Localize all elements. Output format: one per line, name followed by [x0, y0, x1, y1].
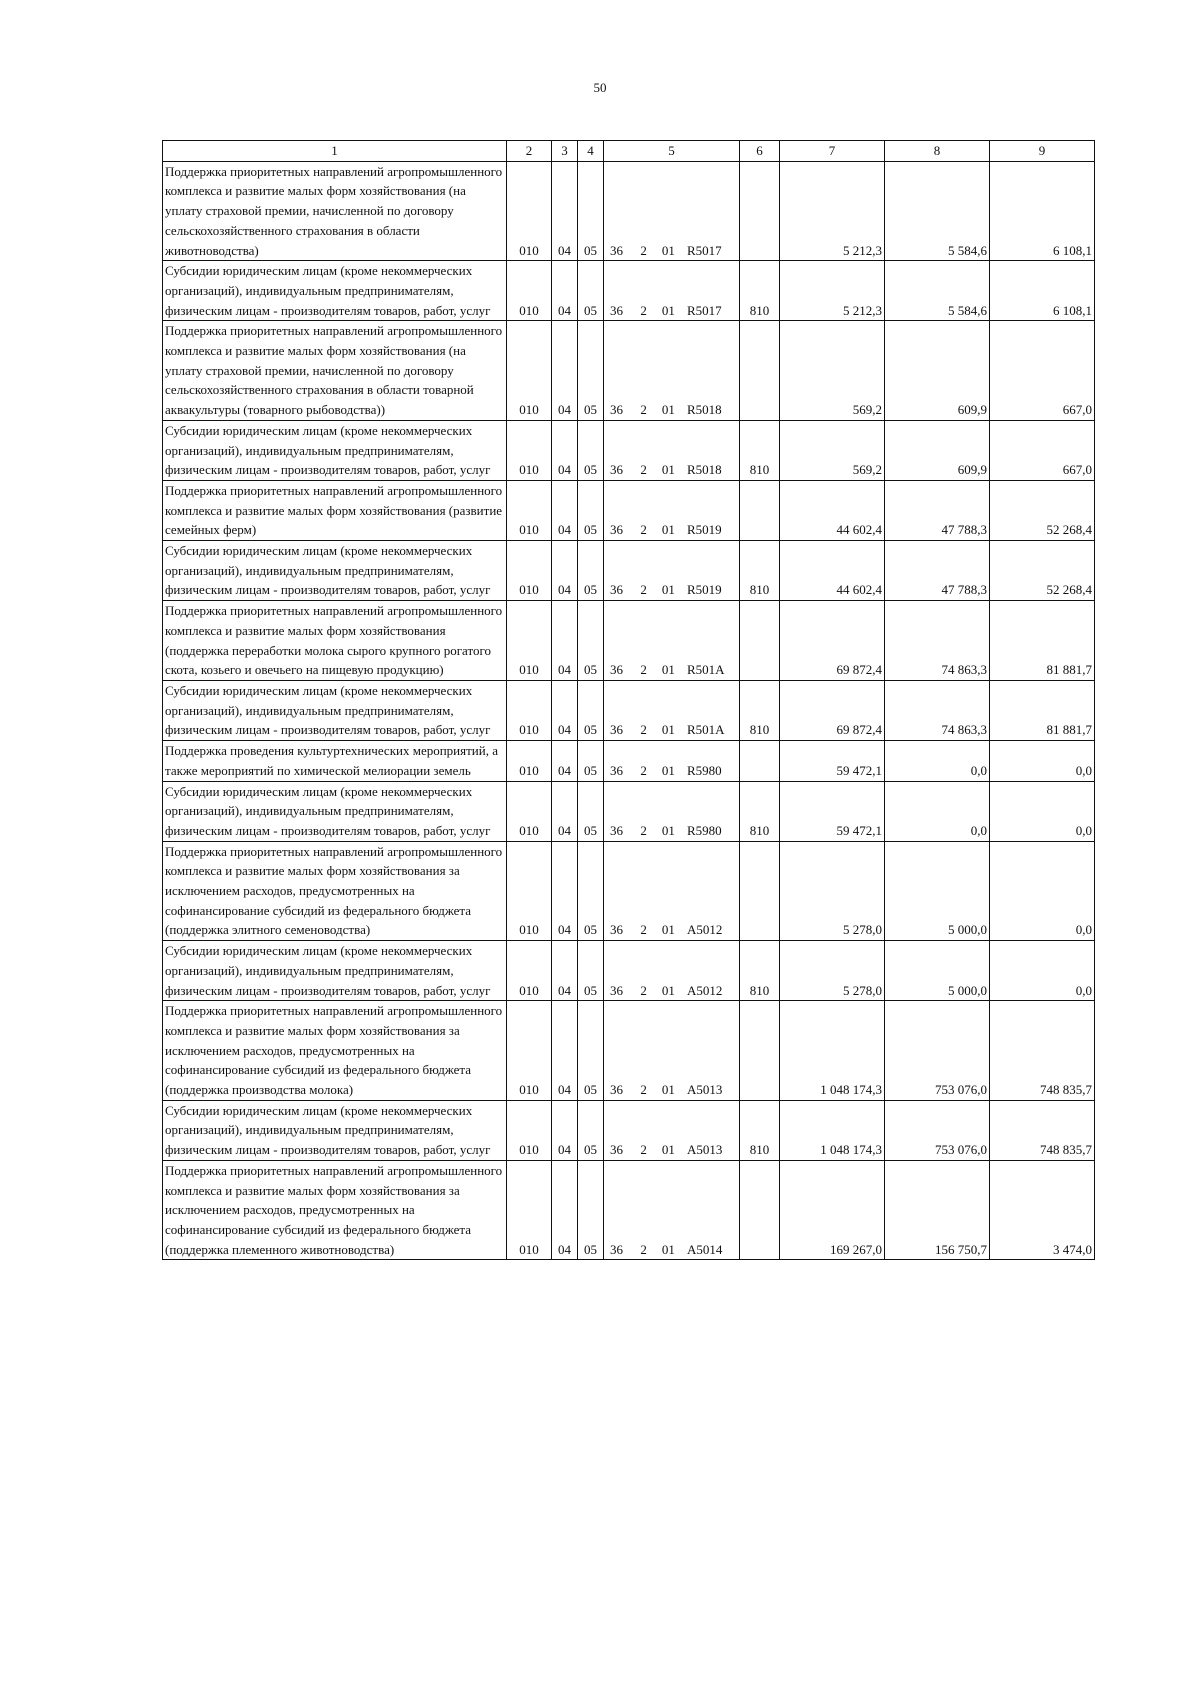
amount-col-9: 6 108,1: [990, 161, 1095, 261]
subprogram-code: 2: [640, 762, 647, 778]
table-row: [163, 781, 1095, 841]
ministry-code: 010: [507, 480, 552, 540]
subprogram-code: 2: [640, 242, 647, 258]
amount-col-9: 0,0: [990, 841, 1095, 941]
event-code: 01: [661, 1241, 675, 1257]
subprogram-code: 2: [640, 1142, 647, 1158]
expense-code: A5012: [686, 982, 723, 998]
event-code: 01: [661, 582, 675, 598]
amount-col-7: 69 872,4: [780, 680, 885, 740]
subsection-code: 05: [578, 541, 604, 601]
amount-col-9: 81 881,7: [990, 601, 1095, 681]
target-article-parts: [606, 301, 737, 321]
amount-col-7: 5 212,3: [780, 161, 885, 261]
expense-type-code: [740, 1160, 780, 1260]
subprogram-code: 2: [640, 1241, 647, 1257]
budget-table: [162, 140, 1095, 1260]
program-code: 36: [610, 242, 623, 258]
amount-col-9: 3 474,0: [990, 1160, 1095, 1260]
subprogram-code: 2: [640, 822, 647, 838]
expense-type-code: 810: [740, 420, 780, 480]
subprogram-code: 2: [640, 582, 647, 598]
amount-col-8: 5 584,6: [885, 161, 990, 261]
table-row: [163, 841, 1095, 941]
section-code: 04: [552, 321, 578, 421]
event-code: 01: [661, 1142, 675, 1158]
subsection-code: 05: [578, 941, 604, 1001]
expense-type-code: 810: [740, 261, 780, 321]
subsection-code: 05: [578, 1160, 604, 1260]
table-row: [163, 261, 1095, 321]
expense-type-code: 810: [740, 941, 780, 1001]
subprogram-code: 2: [640, 1082, 647, 1098]
ministry-code: 010: [507, 321, 552, 421]
expense-code: A5013: [686, 1082, 723, 1098]
subsection-code: 05: [578, 601, 604, 681]
row-description: Субсидии юридическим лицам (кроме некоммерческих организаций), индивидуальным предпринимателям, физическим лицам - производителям товаров, работ, услуг: [163, 541, 507, 601]
target-article-code: [604, 541, 740, 601]
target-article-code: [604, 841, 740, 941]
section-code: 04: [552, 841, 578, 941]
header-row: [163, 141, 1095, 162]
program-code: 36: [610, 722, 623, 738]
amount-col-8: 5 584,6: [885, 261, 990, 321]
subprogram-code: 2: [640, 982, 647, 998]
amount-col-7: 1 048 174,3: [780, 1100, 885, 1160]
col-header-4: 4: [578, 141, 604, 162]
ministry-code: 010: [507, 680, 552, 740]
subsection-code: 05: [578, 321, 604, 421]
subprogram-code: 2: [640, 522, 647, 538]
expense-type-code: 810: [740, 781, 780, 841]
amount-col-7: 59 472,1: [780, 741, 885, 781]
target-article-parts: [606, 580, 737, 600]
col-header-3: 3: [552, 141, 578, 162]
section-code: 04: [552, 261, 578, 321]
page-number: 50: [593, 80, 607, 95]
event-code: 01: [661, 982, 675, 998]
ministry-code: 010: [507, 1001, 552, 1101]
subsection-code: 05: [578, 741, 604, 781]
amount-col-9: 0,0: [990, 781, 1095, 841]
amount-col-7: 44 602,4: [780, 541, 885, 601]
event-code: 01: [661, 522, 675, 538]
target-article-parts: [606, 1240, 737, 1260]
amount-col-8: 156 750,7: [885, 1160, 990, 1260]
ministry-code: 010: [507, 161, 552, 261]
target-article-code: [604, 321, 740, 421]
amount-col-8: 0,0: [885, 741, 990, 781]
row-description: Субсидии юридическим лицам (кроме некоммерческих организаций), индивидуальным предпринимателям, физическим лицам - производителям товаров, работ, услуг: [163, 680, 507, 740]
amount-col-9: 748 835,7: [990, 1001, 1095, 1101]
target-article-parts: [606, 981, 737, 1001]
amount-col-9: 0,0: [990, 741, 1095, 781]
row-description: Поддержка приоритетных направлений агропромышленного комплекса и развитие малых форм хозяйствования за исключением расходов, предусмотренных на софинансирование субсидий из федерального бюджета (поддержка племенного животноводства): [163, 1160, 507, 1260]
row-description: Поддержка приоритетных направлений агропромышленного комплекса и развитие малых форм хозяйствования (развитие семейных ферм): [163, 480, 507, 540]
program-code: 36: [610, 302, 623, 318]
event-code: 01: [661, 922, 675, 938]
ministry-code: 010: [507, 601, 552, 681]
ministry-code: 010: [507, 261, 552, 321]
ministry-code: 010: [507, 941, 552, 1001]
expense-type-code: 810: [740, 541, 780, 601]
subsection-code: 05: [578, 1100, 604, 1160]
target-article-code: [604, 420, 740, 480]
table-row: [163, 420, 1095, 480]
table-row: [163, 1100, 1095, 1160]
col-header-7: 7: [780, 141, 885, 162]
expense-code: R5018: [686, 402, 722, 418]
section-code: 04: [552, 941, 578, 1001]
subprogram-code: 2: [640, 722, 647, 738]
program-code: 36: [610, 1241, 623, 1257]
program-code: 36: [610, 1082, 623, 1098]
event-code: 01: [661, 822, 675, 838]
target-article-parts: [606, 1140, 737, 1160]
subsection-code: 05: [578, 261, 604, 321]
table-row: [163, 741, 1095, 781]
amount-col-7: 5 278,0: [780, 841, 885, 941]
section-code: 04: [552, 680, 578, 740]
subprogram-code: 2: [640, 922, 647, 938]
expense-type-code: [740, 601, 780, 681]
event-code: 01: [661, 722, 675, 738]
expense-code: R501A: [686, 722, 725, 738]
amount-col-8: 47 788,3: [885, 541, 990, 601]
expense-code: R5980: [686, 762, 722, 778]
amount-col-7: 44 602,4: [780, 480, 885, 540]
amount-col-9: 667,0: [990, 321, 1095, 421]
ministry-code: 010: [507, 1160, 552, 1260]
amount-col-9: 667,0: [990, 420, 1095, 480]
program-code: 36: [610, 662, 623, 678]
target-article-parts: [606, 761, 737, 781]
row-description: Поддержка приоритетных направлений агропромышленного комплекса и развитие малых форм хозяйствования (на уплату страховой премии, начисленной по договору сельскохозяйственного страхования в области животноводства): [163, 161, 507, 261]
program-code: 36: [610, 522, 623, 538]
expense-type-code: [740, 741, 780, 781]
target-article-code: [604, 680, 740, 740]
target-article-parts: [606, 1080, 737, 1100]
amount-col-9: 6 108,1: [990, 261, 1095, 321]
target-article-parts: [606, 660, 737, 680]
target-article-parts: [606, 460, 737, 480]
target-article-code: [604, 1160, 740, 1260]
amount-col-9: 52 268,4: [990, 480, 1095, 540]
col-header-1: 1: [163, 141, 507, 162]
ministry-code: 010: [507, 1100, 552, 1160]
row-description: Поддержка приоритетных направлений агропромышленного комплекса и развитие малых форм хозяйствования (поддержка переработки молока сырого крупного рогатого скота, козьего и овечьего на пищевую продукцию): [163, 601, 507, 681]
col-header-2: 2: [507, 141, 552, 162]
subsection-code: 05: [578, 781, 604, 841]
amount-col-8: 609,9: [885, 420, 990, 480]
expense-type-code: [740, 321, 780, 421]
col-header-8: 8: [885, 141, 990, 162]
section-code: 04: [552, 1160, 578, 1260]
target-article-code: [604, 781, 740, 841]
subprogram-code: 2: [640, 662, 647, 678]
row-description: Субсидии юридическим лицам (кроме некоммерческих организаций), индивидуальным предпринимателям, физическим лицам - производителям товаров, работ, услуг: [163, 1100, 507, 1160]
table-row: [163, 321, 1095, 421]
expense-type-code: [740, 841, 780, 941]
subsection-code: 05: [578, 841, 604, 941]
table-row: [163, 1160, 1095, 1260]
target-article-code: [604, 601, 740, 681]
expense-code: R501A: [686, 662, 725, 678]
amount-col-8: 5 000,0: [885, 941, 990, 1001]
section-code: 04: [552, 420, 578, 480]
amount-col-7: 59 472,1: [780, 781, 885, 841]
ministry-code: 010: [507, 781, 552, 841]
section-code: 04: [552, 161, 578, 261]
amount-col-8: 753 076,0: [885, 1100, 990, 1160]
expense-type-code: [740, 161, 780, 261]
event-code: 01: [661, 462, 675, 478]
section-code: 04: [552, 741, 578, 781]
expense-type-code: 810: [740, 680, 780, 740]
table-row: [163, 480, 1095, 540]
amount-col-8: 74 863,3: [885, 601, 990, 681]
table-row: [163, 541, 1095, 601]
table-row: [163, 680, 1095, 740]
table-row: [163, 941, 1095, 1001]
amount-col-9: 52 268,4: [990, 541, 1095, 601]
program-code: 36: [610, 762, 623, 778]
subprogram-code: 2: [640, 302, 647, 318]
target-article-code: [604, 480, 740, 540]
expense-code: A5012: [686, 922, 723, 938]
section-code: 04: [552, 541, 578, 601]
amount-col-7: 5 212,3: [780, 261, 885, 321]
expense-code: R5019: [686, 522, 722, 538]
amount-col-7: 1 048 174,3: [780, 1001, 885, 1101]
target-article-code: [604, 1100, 740, 1160]
col-header-6: 6: [740, 141, 780, 162]
target-article-code: [604, 1001, 740, 1101]
subsection-code: 05: [578, 480, 604, 540]
table-row: [163, 601, 1095, 681]
subsection-code: 05: [578, 161, 604, 261]
subsection-code: 05: [578, 420, 604, 480]
expense-type-code: [740, 1001, 780, 1101]
expense-code: R5017: [686, 242, 722, 258]
target-article-parts: [606, 821, 737, 841]
amount-col-7: 5 278,0: [780, 941, 885, 1001]
expense-type-code: [740, 480, 780, 540]
amount-col-8: 5 000,0: [885, 841, 990, 941]
target-article-code: [604, 941, 740, 1001]
program-code: 36: [610, 1142, 623, 1158]
amount-col-8: 74 863,3: [885, 680, 990, 740]
target-article-parts: [606, 241, 737, 261]
event-code: 01: [661, 662, 675, 678]
amount-col-7: 569,2: [780, 321, 885, 421]
subsection-code: 05: [578, 1001, 604, 1101]
table-row: [163, 161, 1095, 261]
target-article-parts: [606, 520, 737, 540]
target-article-code: [604, 741, 740, 781]
section-code: 04: [552, 1100, 578, 1160]
ministry-code: 010: [507, 841, 552, 941]
target-article-parts: [606, 400, 737, 420]
amount-col-7: 69 872,4: [780, 601, 885, 681]
event-code: 01: [661, 402, 675, 418]
amount-col-9: 81 881,7: [990, 680, 1095, 740]
col-header-5: 5: [604, 141, 740, 162]
row-description: Субсидии юридическим лицам (кроме некоммерческих организаций), индивидуальным предпринимателям, физическим лицам - производителям товаров, работ, услуг: [163, 261, 507, 321]
program-code: 36: [610, 822, 623, 838]
row-description: Поддержка приоритетных направлений агропромышленного комплекса и развитие малых форм хозяйствования за исключением расходов, предусмотренных на софинансирование субсидий из федерального бюджета (поддержка производства молока): [163, 1001, 507, 1101]
section-code: 04: [552, 1001, 578, 1101]
expense-code: R5980: [686, 822, 722, 838]
target-article-parts: [606, 720, 737, 740]
expense-code: R5018: [686, 462, 722, 478]
amount-col-9: 748 835,7: [990, 1100, 1095, 1160]
subsection-code: 05: [578, 680, 604, 740]
amount-col-7: 569,2: [780, 420, 885, 480]
row-description: Поддержка приоритетных направлений агропромышленного комплекса и развитие малых форм хозяйствования за исключением расходов, предусмотренных на софинансирование субсидий из федерального бюджета (поддержка элитного семеноводства): [163, 841, 507, 941]
amount-col-8: 0,0: [885, 781, 990, 841]
section-code: 04: [552, 480, 578, 540]
section-code: 04: [552, 601, 578, 681]
expense-code: A5013: [686, 1142, 723, 1158]
program-code: 36: [610, 982, 623, 998]
table-row: [163, 1001, 1095, 1101]
event-code: 01: [661, 762, 675, 778]
program-code: 36: [610, 462, 623, 478]
amount-col-7: 169 267,0: [780, 1160, 885, 1260]
row-description: Поддержка приоритетных направлений агропромышленного комплекса и развитие малых форм хозяйствования (на уплату страховой премии, начисленной по договору сельскохозяйственного страхования в области товарной аквакультуры (товарного рыбоводства)): [163, 321, 507, 421]
ministry-code: 010: [507, 741, 552, 781]
expense-type-code: 810: [740, 1100, 780, 1160]
expense-code: R5017: [686, 302, 722, 318]
program-code: 36: [610, 402, 623, 418]
col-header-9: 9: [990, 141, 1095, 162]
amount-col-9: 0,0: [990, 941, 1095, 1001]
event-code: 01: [661, 302, 675, 318]
ministry-code: 010: [507, 420, 552, 480]
row-description: Субсидии юридическим лицам (кроме некоммерческих организаций), индивидуальным предпринимателям, физическим лицам - производителям товаров, работ, услуг: [163, 941, 507, 1001]
target-article-parts: [606, 920, 737, 940]
row-description: Субсидии юридическим лицам (кроме некоммерческих организаций), индивидуальным предпринимателям, физическим лицам - производителям товаров, работ, услуг: [163, 420, 507, 480]
subprogram-code: 2: [640, 402, 647, 418]
program-code: 36: [610, 582, 623, 598]
ministry-code: 010: [507, 541, 552, 601]
expense-code: A5014: [686, 1241, 723, 1257]
row-description: Субсидии юридическим лицам (кроме некоммерческих организаций), индивидуальным предпринимателям, физическим лицам - производителям товаров, работ, услуг: [163, 781, 507, 841]
target-article-code: [604, 261, 740, 321]
program-code: 36: [610, 922, 623, 938]
row-description: Поддержка проведения культуртехнических мероприятий, а также мероприятий по химической мелиорации земель: [163, 741, 507, 781]
amount-col-8: 47 788,3: [885, 480, 990, 540]
table-body: [163, 161, 1095, 1260]
amount-col-8: 753 076,0: [885, 1001, 990, 1101]
amount-col-8: 609,9: [885, 321, 990, 421]
event-code: 01: [661, 1082, 675, 1098]
event-code: 01: [661, 242, 675, 258]
section-code: 04: [552, 781, 578, 841]
target-article-code: [604, 161, 740, 261]
expense-code: R5019: [686, 582, 722, 598]
subprogram-code: 2: [640, 462, 647, 478]
